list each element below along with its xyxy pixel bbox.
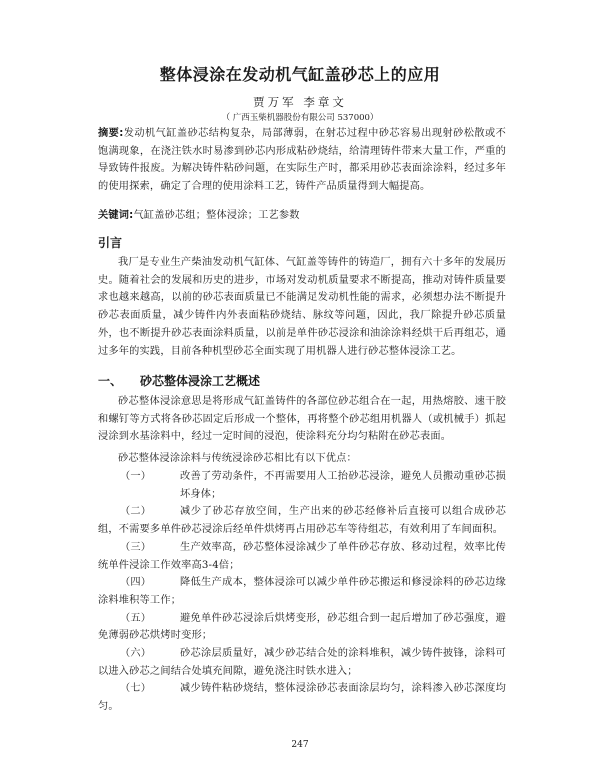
intro-heading: 引言 [98, 236, 123, 250]
list-item-marker: （五） [120, 612, 152, 624]
section1-heading [98, 372, 260, 389]
abstract [98, 125, 506, 196]
list-item-text: 减少了砂芯存放空间，生产出来的砂芯经修补后直接可以组合成砂芯组，不需要多单件砂芯浸涂后经单件烘烤再占用砂芯车等待组芯，有效利用了车间面积。 [98, 506, 506, 536]
advantages-list [98, 468, 506, 716]
list-item-marker: （一） [120, 471, 152, 482]
keywords-text: 气缸盖砂芯组；整体浸涂；工艺参数 [133, 210, 300, 221]
list-item-marker: （七） [120, 683, 152, 695]
list-item-marker: （三） [120, 541, 152, 553]
paper-title: 整体浸涂在发动机气缸盖砂芯上的应用 [159, 65, 441, 84]
authors: 贾万军 李章文 [253, 95, 347, 109]
list-item [98, 539, 506, 574]
list-item-text: 避免单件砂芯浸涂后烘烤变形，砂芯组合到一起后增加了砂芯强度，避免薄弱砂芯烘烤时变形； [98, 612, 506, 642]
list-item [98, 680, 506, 715]
abstract-label: 摘要: [98, 128, 124, 139]
page-number: 247 [291, 740, 309, 750]
intro-paragraph: 我厂是专业生产柴油发动机气缸体、气缸盖等铸件的铸造厂，拥有六十多年的发展历史。随着社会的发展和历史的进步，市场对发动机质量要求不断提高，推动对铸件质量要求也越来越高，以前的砂芯表面质量已不能满足发动机性能的需求，必须想办法不断提升砂芯表面质量，减少铸件内外表面粘砂烧结、脉纹等问题，因此，我厂除提升砂芯质量外，也不断提升砂芯表面涂料质量，以前是单件砂芯浸涂和油涂涂料经烘干后再组芯，通过多年的实践，目前各种机型砂芯全面实现了用机器人进行砂芯整体浸涂工艺。 [98, 257, 506, 357]
list-item-marker: （四） [120, 577, 152, 589]
advantages-intro: 砂芯整体浸涂涂料与传统浸涂砂芯相比有以下优点： [118, 453, 357, 464]
list-item-text: 减少铸件粘砂烧结，整体浸涂砂芯表面涂层均匀，涂料渗入砂芯深度均匀。 [98, 683, 506, 713]
keywords [98, 207, 506, 225]
list-item-text: 改善了劳动条件，不再需要用人工抬砂芯浸涂，避免人员搬动重砂芯损坏身体； [180, 471, 506, 500]
list-item [98, 645, 506, 680]
list-item-text: 砂芯涂层质量好，减少砂芯结合处的涂料堆积，减少铸件披锋，涂料可以进入砂芯之间结合处填充间隙，避免浇注时铁水进入； [98, 648, 506, 677]
section1-paragraph: 砂芯整体浸涂意思是将形成气缸盖铸件的各部位砂芯组合在一起，用热熔胶、速干胶和螺钉等方式将各砂芯固定后形成一个整体，再将整个砂芯组用机器人（或机械手）抓起浸涂到水基涂料中，经过一定时间的浸泡，使涂料充分均匀粘附在砂芯表面。 [98, 396, 506, 443]
section1-title: 砂芯整体浸涂工艺概述 [140, 374, 261, 388]
list-item-text: 降低生产成本，整体浸涂可以减少单件砂芯搬运和修浸涂料的砂芯边缘涂料堆积等工作； [98, 577, 506, 606]
list-item [98, 468, 506, 503]
list-item-marker: （二） [120, 506, 152, 518]
section1-number: 一、 [98, 374, 123, 388]
affiliation: （ 广西玉柴机器股份有限公司 537000） [221, 113, 379, 123]
list-item-text: 生产效率高，砂芯整体浸涂减少了单件砂芯存放、移动过程，效率比传统单件浸涂工作效率高3-4倍； [98, 541, 506, 571]
list-item [98, 574, 506, 609]
keywords-label: 关键词: [98, 210, 134, 221]
list-item [98, 610, 506, 645]
list-item [98, 503, 506, 538]
abstract-text: 发动机气缸盖砂芯结构复杂，局部薄弱，在射芯过程中砂芯容易出现射砂松散或不饱满现象，在浇注铁水时易渗到砂芯内形成粘砂烧结，给清理铸件带来大量工作，严重的导致铸件报废。为解决铸件粘砂问题，在实际生产时，都采用砂芯表面涂涂料，经过多年的使用探索，确定了合理的使用涂料工艺，铸件产品质量得到大幅提高。 [98, 128, 506, 193]
list-item-marker: （六） [120, 648, 152, 660]
